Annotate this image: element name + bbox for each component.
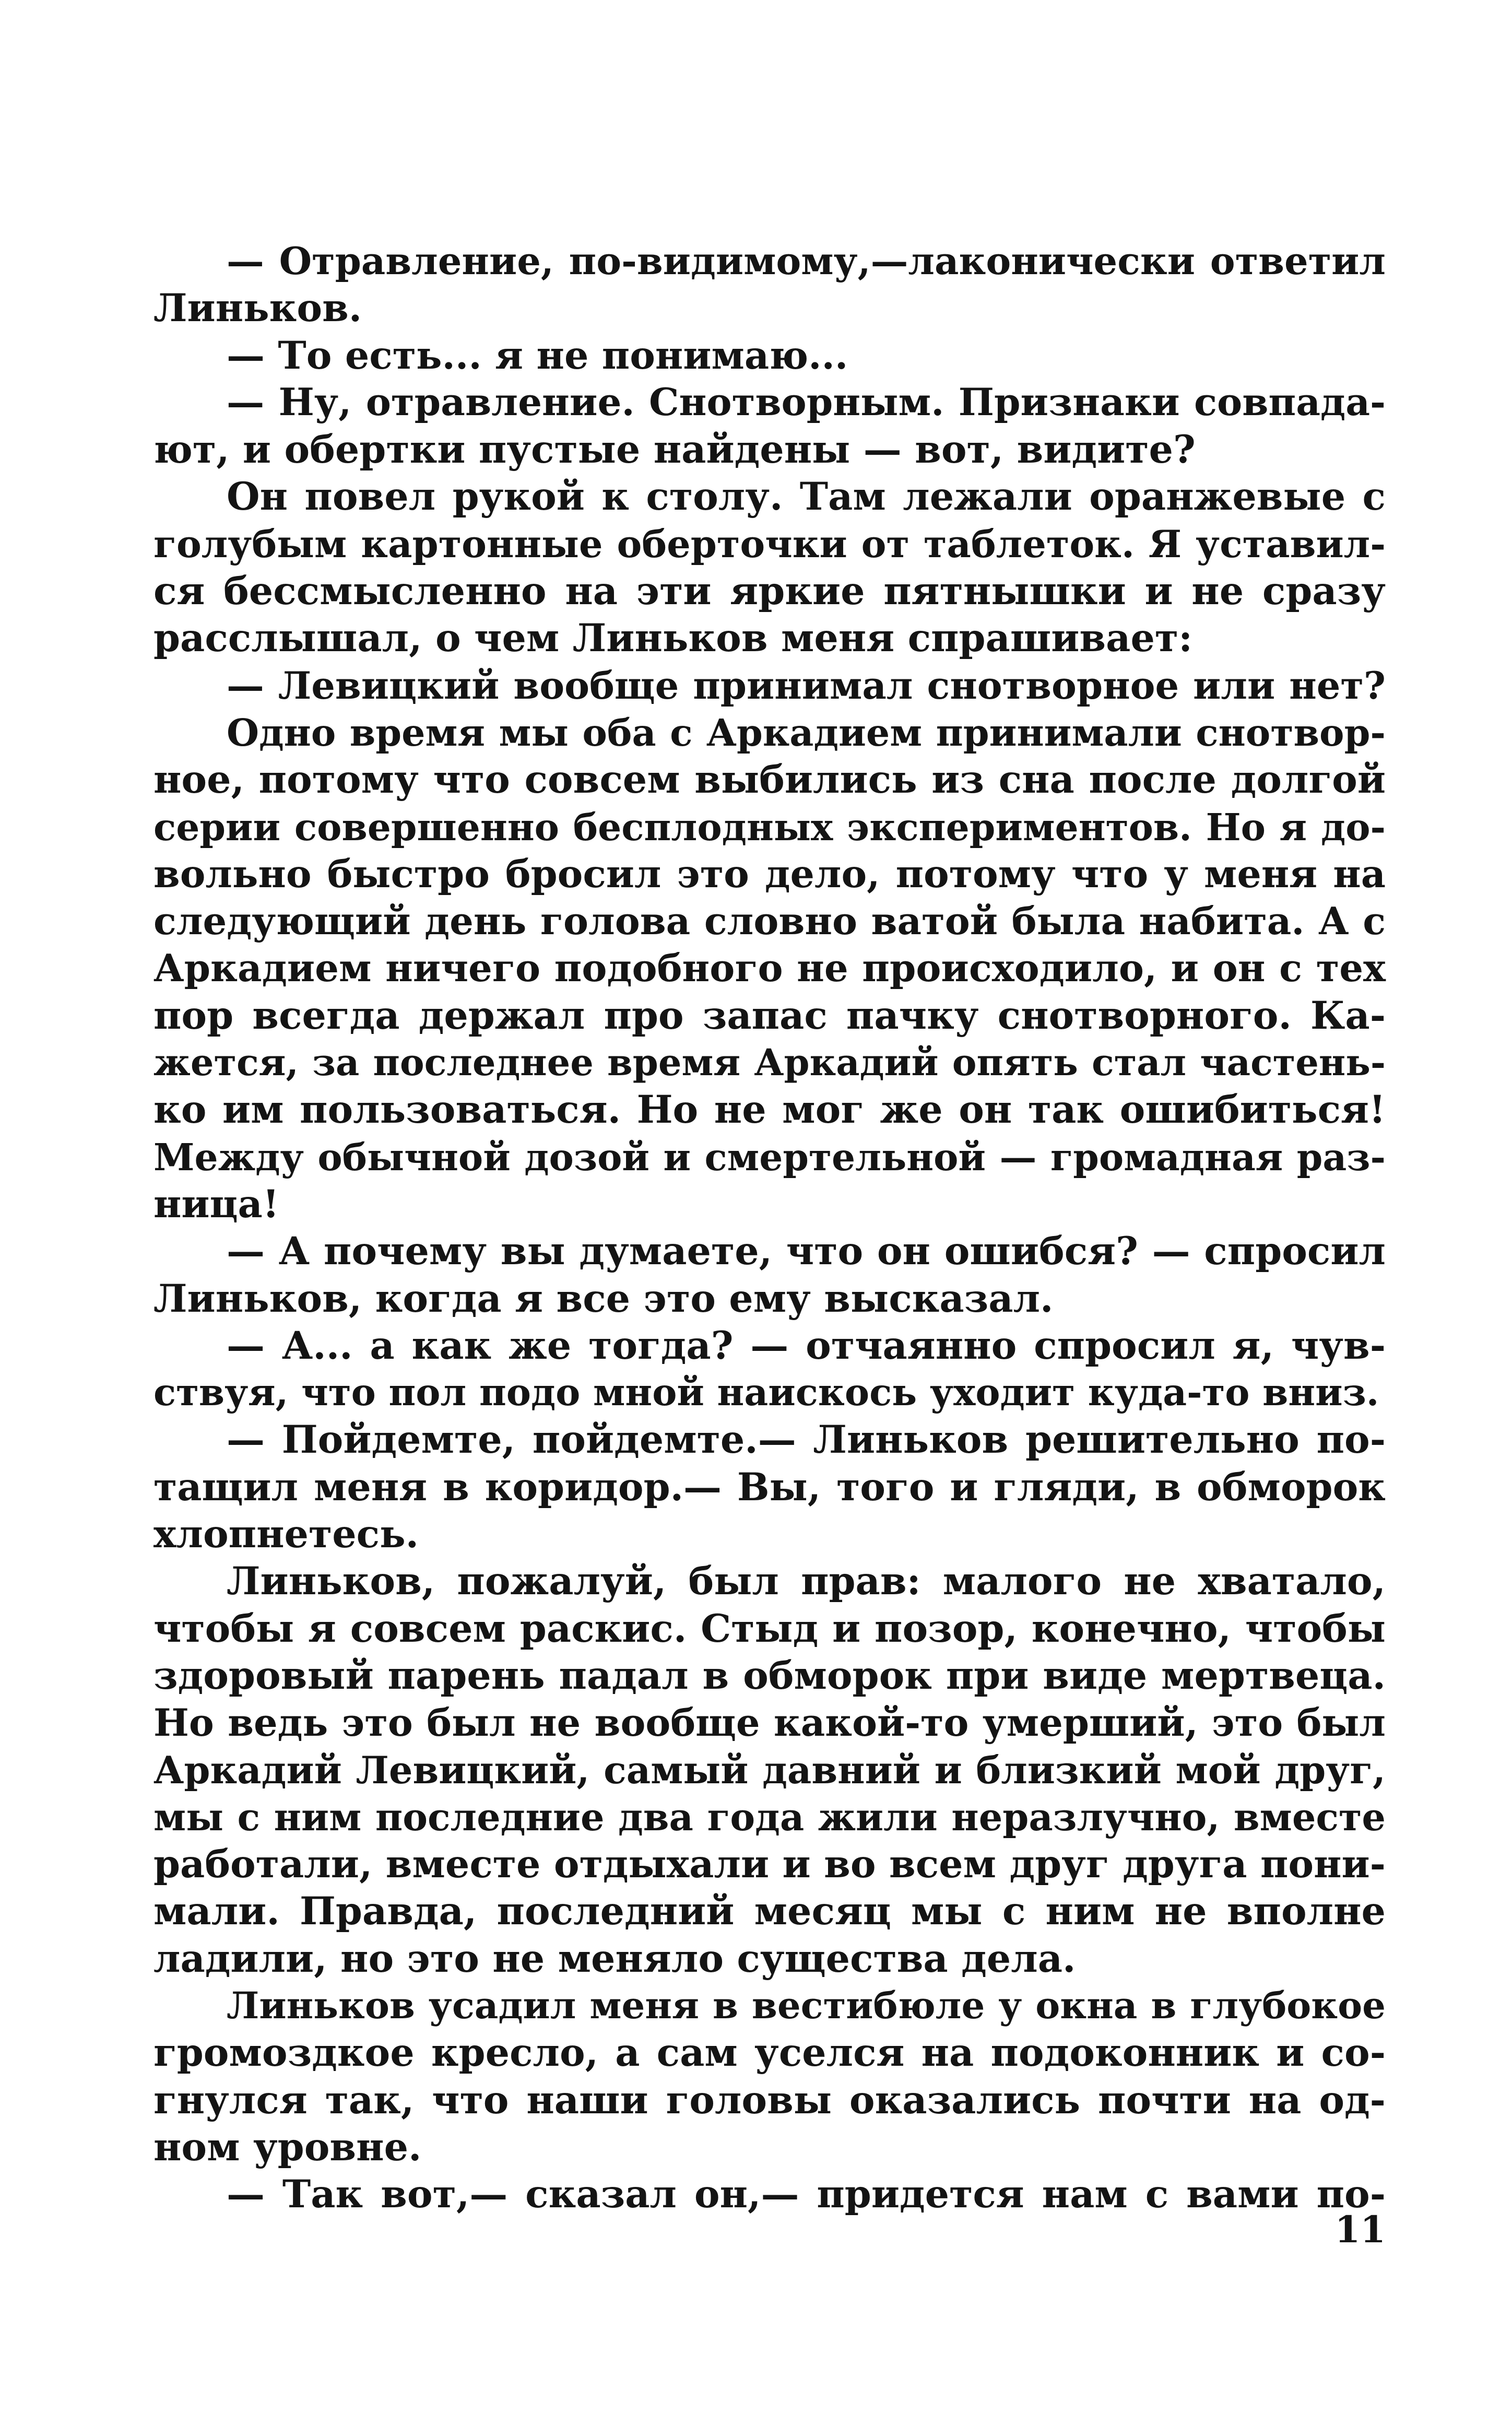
text-line: ном уровне. xyxy=(153,2124,422,2170)
text-line: гнулся так, что наши головы оказались почти на од- xyxy=(153,2077,1386,2123)
text-line: жется, за последнее время Аркадий опять стал частень- xyxy=(153,1041,1386,1085)
text-line: ся бессмысленно на эти яркие пятнышки и не сразу xyxy=(153,569,1386,614)
text-line: вольно быстро бросил это дело, потому что у меня на xyxy=(153,851,1386,897)
text-line: работали, вместе отдыхали и во всем друг друга пони- xyxy=(153,1842,1386,1887)
text-line: мали. Правда, последний месяц мы с ним не вполне xyxy=(153,1889,1386,1934)
text-line: расслышал, о чем Линьков меня спрашивает: xyxy=(153,616,1193,661)
text-line: Линьков. xyxy=(153,286,362,331)
text-line: Аркадий Левицкий, самый давний и близкий мой друг, xyxy=(153,1748,1386,1792)
text-line: ладили, но это не меняло существа дела. xyxy=(153,1936,1076,1981)
text-column xyxy=(153,238,1386,2218)
text-line: — Пойдемте, пойдемте.— Линьков решительно по- xyxy=(227,1417,1386,1463)
text-line: Линьков, пожалуй, был прав: малого не хватало, xyxy=(227,1559,1386,1604)
text-line: Между обычной дозой и смертельной — громадная раз- xyxy=(153,1135,1386,1179)
text-line: Одно время мы оба с Аркадием принимали снотвор- xyxy=(227,710,1386,755)
text-line: серии совершенно бесплодных экспериментов. Но я до- xyxy=(153,805,1386,849)
text-line: — А почему вы думаете, что он ошибся? — спросил xyxy=(227,1229,1386,1274)
text-line: — Отравление, по-видимому,—лаконически ответил xyxy=(227,239,1386,283)
text-line: ко им пользоваться. Но не мог же он так ошибиться! xyxy=(153,1087,1386,1133)
page-number: 11 xyxy=(1334,2208,1386,2251)
text-line: голубым картонные оберточки от таблеток. Я уставил- xyxy=(153,522,1386,566)
text-line: Линьков усадил меня в вестибюле у окна в глубокое xyxy=(227,1983,1386,2027)
text-line: ют, и обертки пустые найдены — вот, видите? xyxy=(153,427,1196,473)
text-line: Но ведь это был не вообще какой-то умерший, это был xyxy=(153,1701,1386,1745)
text-line: тащил меня в коридор.— Вы, того и гляди, в обморок xyxy=(153,1464,1386,1510)
text-line: громоздкое кресло, а сам уселся на подоконник и со- xyxy=(153,2030,1386,2076)
text-line: ница! xyxy=(153,1181,279,1227)
text-line: следующий день голова словно ватой была набита. А с xyxy=(153,899,1386,944)
text-line: Аркадием ничего подобного не происходило, и он с тех xyxy=(153,946,1386,991)
text-line: ное, потому что совсем выбились из сна после долгой xyxy=(153,757,1386,803)
text-line: — Так вот,— сказал он,— придется нам с вами по- xyxy=(227,2172,1386,2217)
text-line: чтобы я совсем раскис. Стыд и позор, конечно, чтобы xyxy=(153,1606,1386,1651)
text-line: — Левицкий вообще принимал снотворное или нет? xyxy=(227,663,1386,708)
text-line: — То есть... я не понимаю... xyxy=(227,333,848,378)
text-line: пор всегда держал про запас пачку снотворного. Ка- xyxy=(153,993,1386,1038)
text-line: мы с ним последние два года жили неразлучно, вместе xyxy=(153,1795,1386,1839)
text-line: — А... а как же тогда? — отчаянно спросил я, чув- xyxy=(227,1323,1386,1368)
text-line: — Ну, отравление. Снотворным. Признаки совпада- xyxy=(227,380,1386,425)
text-line: здоровый парень падал в обморок при виде мертвеца. xyxy=(153,1653,1386,1698)
text-line: Он повел рукой к столу. Там лежали оранжевые с xyxy=(227,474,1386,520)
text-line: Линьков, когда я все это ему высказал. xyxy=(153,1276,1054,1321)
text-line: хлопнетесь. xyxy=(153,1512,419,1557)
text-line: ствуя, что пол подо мной наискось уходит куда-то вниз. xyxy=(153,1371,1379,1415)
